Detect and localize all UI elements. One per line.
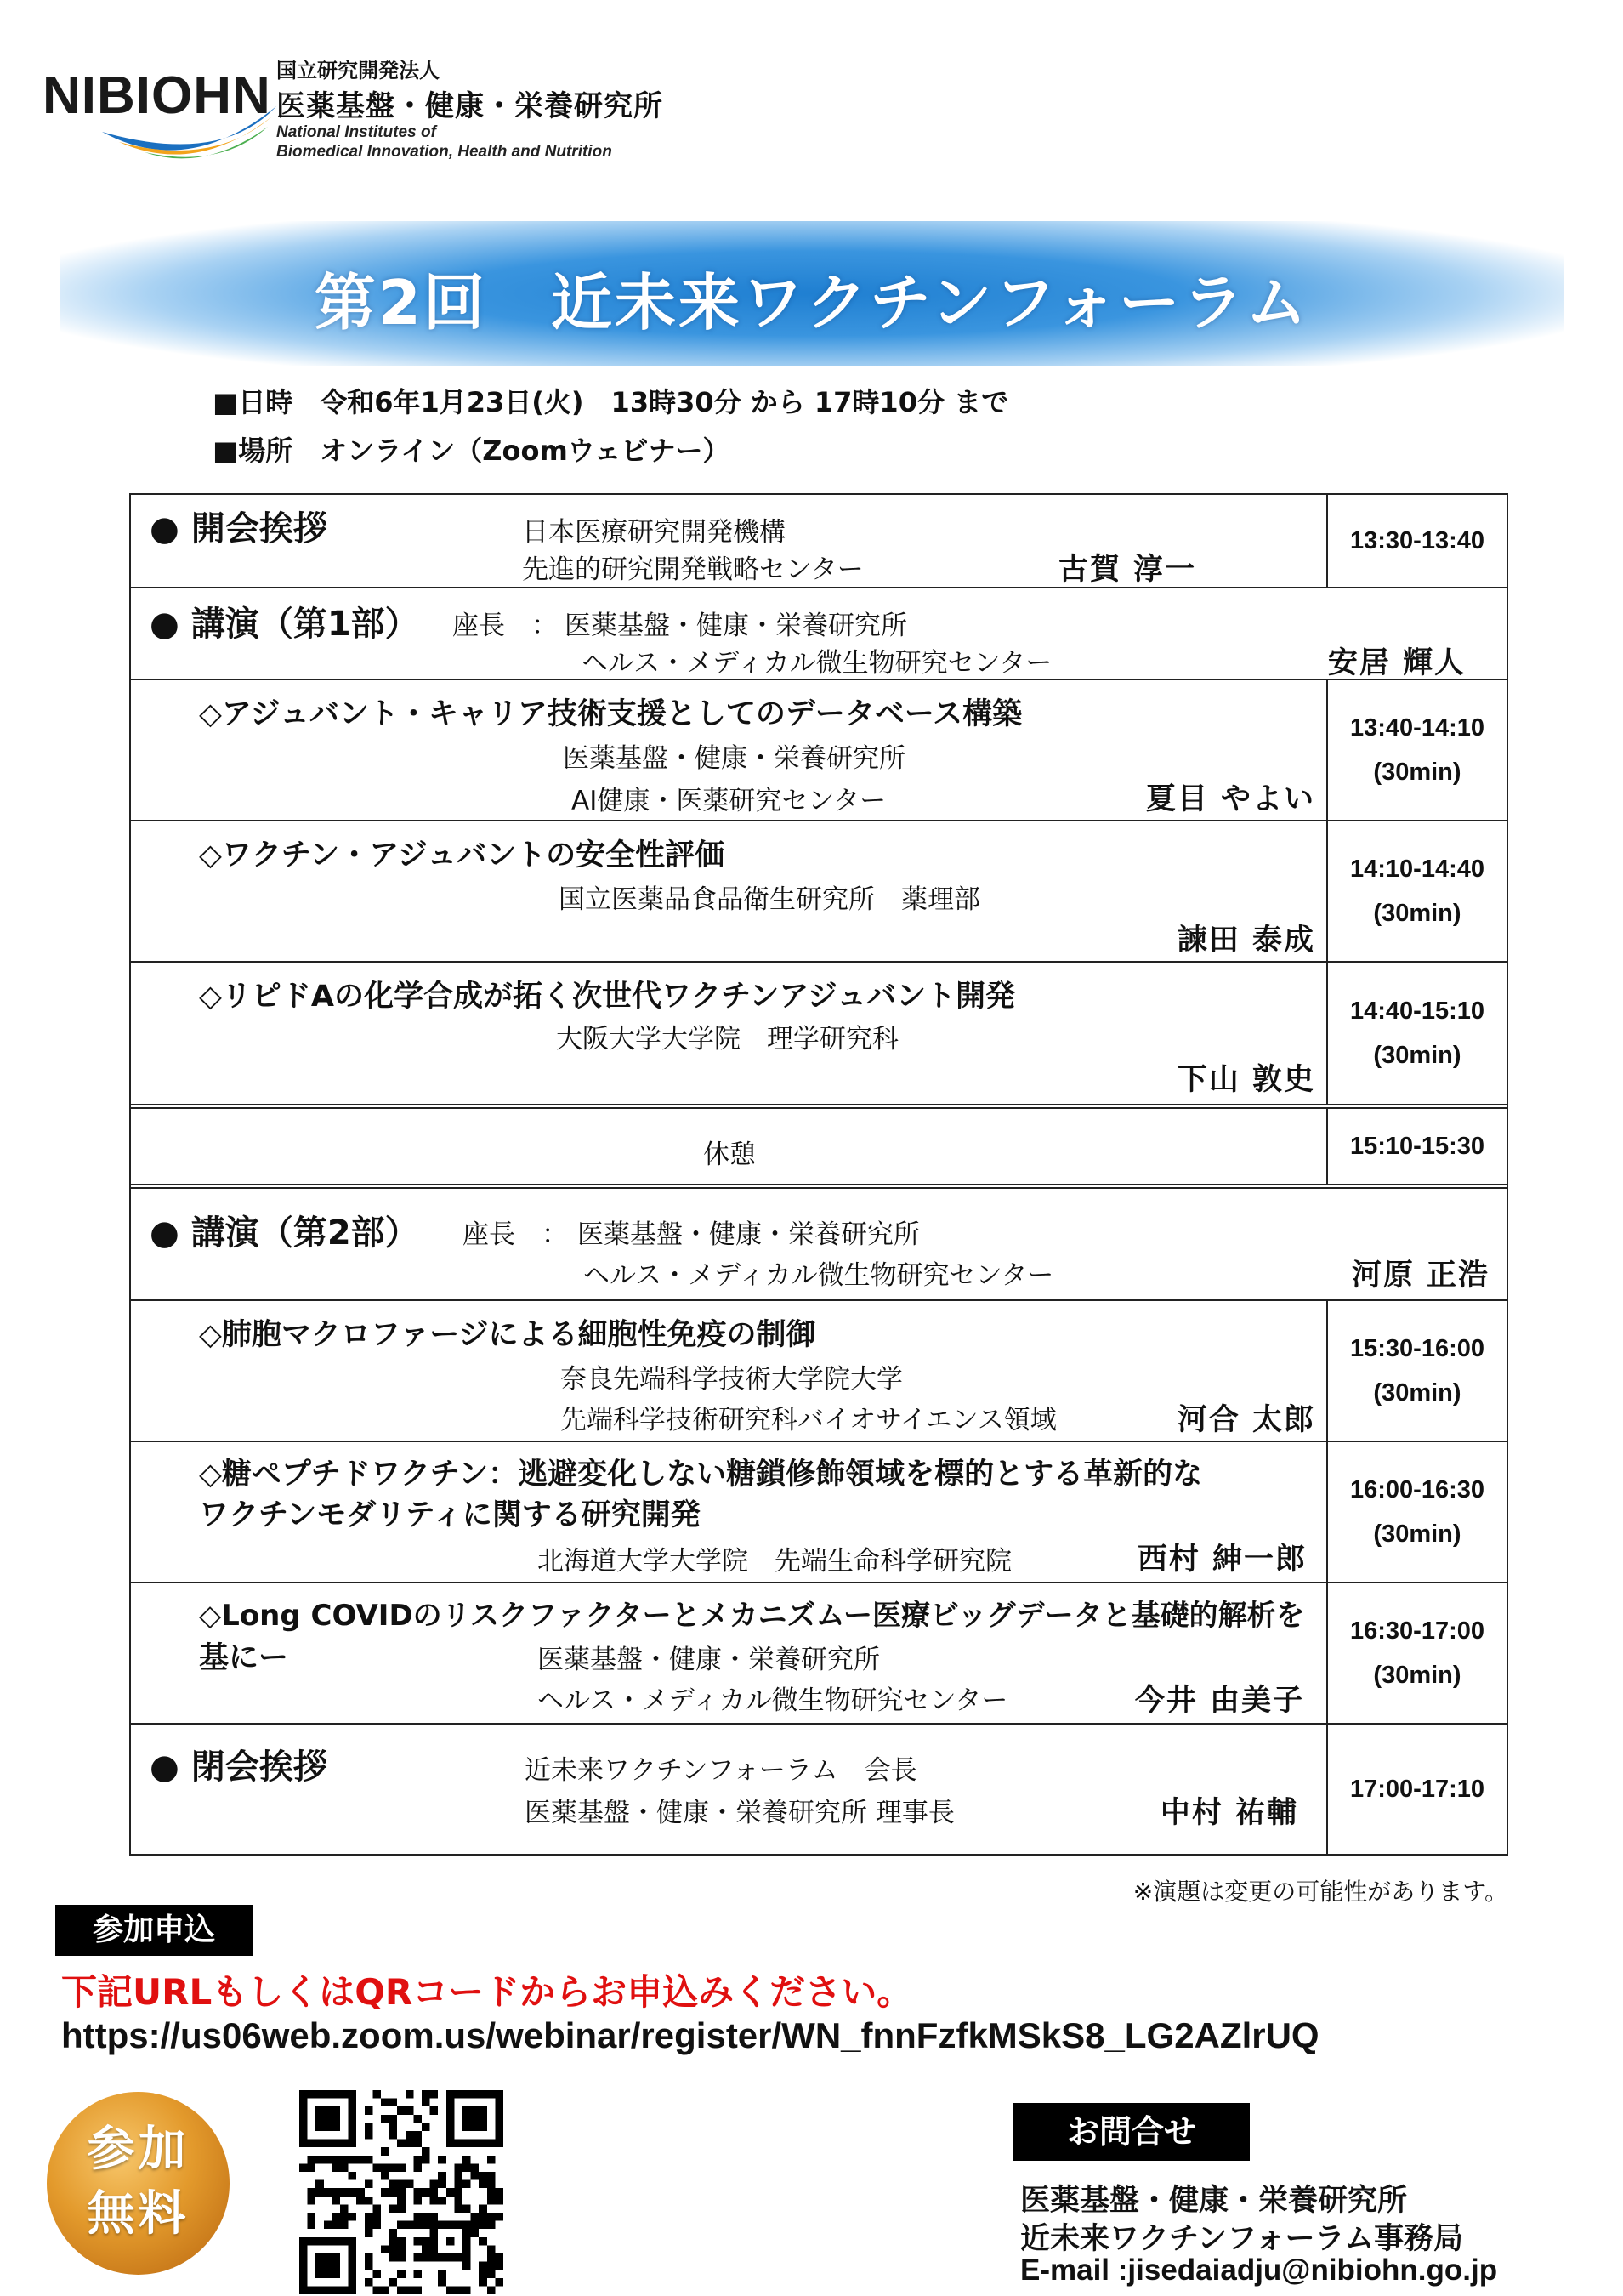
row-talk4 <box>131 1301 1507 1442</box>
closing-time-cell <box>1326 1725 1507 1854</box>
talk1-title: ◇アジュバント・キャリア技術支援としてのデータベース構築 <box>199 697 1023 731</box>
part2-aff1: 医薬基盤・健康・栄養研究所 <box>577 1219 920 1250</box>
logo-wordmark: NIBIOHN <box>43 66 271 125</box>
talk5-speaker: 西村 紳一郎 <box>1137 1543 1307 1577</box>
talk4-aff1: 奈良先端科学技術大学院大学 <box>560 1364 903 1395</box>
program-table <box>129 493 1508 1856</box>
talk2-time: 14:10-14:40 <box>1350 855 1484 883</box>
opening-aff2: 先進的研究開発戦略センター <box>522 554 864 585</box>
part1-chair-speaker: 安居 輝人 <box>1327 646 1466 680</box>
part1-aff1: 医薬基盤・健康・栄養研究所 <box>565 611 907 641</box>
part1-label: ● 講演（第1部） <box>150 605 419 644</box>
part2-chair-speaker: 河原 正浩 <box>1351 1259 1490 1293</box>
talk5-time-cell <box>1326 1442 1507 1582</box>
talk3-title: ◇リピドAの化学合成が拓く次世代ワクチンアジュバント開発 <box>199 980 1016 1014</box>
row-opening <box>131 495 1507 588</box>
talk6-duration: (30min) <box>1373 1662 1461 1689</box>
registration-url-link[interactable]: https://us06web.zoom.us/webinar/register/WN_fnnFzfkMSkS8_LG2AZlrUQ <box>61 2015 1319 2055</box>
part1-aff2: ヘルス・メディカル微生物研究センター <box>582 648 1053 679</box>
talk1-time: 13:40-14:10 <box>1350 714 1484 742</box>
row-closing <box>131 1725 1507 1854</box>
free-badge <box>47 2092 230 2275</box>
talk6-aff2: ヘルス・メディカル微生物研究センター <box>537 1685 1008 1716</box>
logo-org-type: 国立研究開発法人 <box>276 59 440 82</box>
part1-chair: 座長 ： <box>452 611 558 641</box>
talk3-speaker: 下山 敦史 <box>1177 1063 1315 1097</box>
talk2-aff1: 国立医薬品食品衛生研究所 薬理部 <box>559 884 980 915</box>
registration-label: 参加申込 <box>55 1905 253 1956</box>
talk1-aff1: 医薬基盤・健康・栄養研究所 <box>563 743 905 774</box>
row-part2-header <box>131 1189 1507 1301</box>
registration-instruction: 下記URLもしくはQRコードからお申込みください。 <box>61 1971 913 2013</box>
talk5-title-line2: ワクチンモダリティに関する研究開発 <box>199 1498 701 1532</box>
talk5-duration: (30min) <box>1373 1520 1461 1548</box>
talk4-speaker: 河合 太郎 <box>1177 1403 1315 1437</box>
opening-aff1: 日本医療研究開発機構 <box>522 517 786 548</box>
talk5-time: 16:00-16:30 <box>1350 1476 1484 1503</box>
row-talk3 <box>131 963 1507 1109</box>
part2-chair: 座長 ： <box>462 1219 568 1250</box>
talk6-time-cell <box>1326 1583 1507 1723</box>
opening-time: 13:30-13:40 <box>1350 527 1484 554</box>
talk3-duration: (30min) <box>1373 1042 1461 1069</box>
talk1-aff2: AI健康・医薬研究センター <box>571 786 887 816</box>
logo-org-name-en-2: Biomedical Innovation, Health and Nutrition <box>276 143 612 161</box>
talk6-aff1: 医薬基盤・健康・栄養研究所 <box>537 1645 880 1675</box>
talk4-title: ◇肺胞マクロファージによる細胞性免疫の制御 <box>199 1318 816 1352</box>
talk2-duration: (30min) <box>1373 900 1461 927</box>
closing-label: ● 閉会挨拶 <box>150 1748 327 1787</box>
opening-time-cell <box>1326 495 1507 587</box>
break-time: 15:10-15:30 <box>1350 1133 1484 1160</box>
talk3-time: 14:40-15:10 <box>1350 997 1484 1025</box>
talk3-aff1: 大阪大学大学院 理学研究科 <box>556 1024 899 1054</box>
free-badge-line2: 無料 <box>87 2186 190 2242</box>
row-talk2 <box>131 821 1507 963</box>
change-note: ※演題は変更の可能性があります。 <box>1132 1878 1508 1906</box>
talk2-time-cell <box>1326 821 1507 961</box>
free-badge-line1: 参加 <box>87 2122 190 2177</box>
contact-org: 医薬基盤・健康・栄養研究所 <box>1020 2184 1408 2218</box>
talk6-speaker: 今井 由美子 <box>1134 1684 1304 1718</box>
talk4-aff2: 先端科学技術研究科バイオサイエンス領域 <box>560 1405 1057 1435</box>
talk6-title-line1: ◇Long COVIDのリスクファクターとメカニズムー医療ビッグデータと基礎的解析を <box>199 1599 1305 1633</box>
talk1-speaker: 夏目 やよい <box>1145 782 1315 816</box>
talk2-speaker: 諫田 泰成 <box>1177 924 1315 958</box>
event-datetime: ■日時 令和6年1月23日(火) 13時30分 から 17時10分 まで <box>213 386 1009 418</box>
logo-org-name-en-1: National Institutes of <box>276 123 436 141</box>
nibiohn-logo <box>43 47 689 174</box>
talk6-time: 16:30-17:00 <box>1350 1617 1484 1645</box>
row-talk1 <box>131 680 1507 821</box>
row-part1-header <box>131 588 1507 680</box>
part2-label: ● 講演（第2部） <box>150 1213 419 1253</box>
talk5-aff1: 北海道大学大学院 先端生命科学研究院 <box>537 1546 1012 1577</box>
event-place: ■場所 オンライン（Zoomウェビナー） <box>213 435 730 467</box>
opening-label: ● 開会挨拶 <box>150 509 327 548</box>
contact-office: 近未来ワクチンフォーラム事務局 <box>1020 2222 1464 2256</box>
contact-email-link[interactable]: E-mail :jisedaiadju@nibiohn.go.jp <box>1020 2253 1498 2287</box>
talk4-time-cell <box>1326 1301 1507 1441</box>
row-break <box>131 1109 1507 1189</box>
title-banner <box>60 221 1564 366</box>
row-talk6 <box>131 1583 1507 1725</box>
talk6-title-line2: 基にー <box>199 1641 289 1675</box>
talk3-time-cell <box>1326 963 1507 1104</box>
closing-aff2: 医薬基盤・健康・栄養研究所 理事長 <box>525 1798 955 1828</box>
talk4-time: 15:30-16:00 <box>1350 1335 1484 1362</box>
break-label: 休憩 <box>703 1139 756 1170</box>
talk2-title: ◇ワクチン・アジュバントの安全性評価 <box>199 838 725 872</box>
closing-speaker: 中村 祐輔 <box>1160 1796 1298 1830</box>
talk4-duration: (30min) <box>1373 1379 1461 1407</box>
closing-aff1: 近未来ワクチンフォーラム 会長 <box>525 1755 917 1786</box>
talk5-title-line1: ◇糖ペプチドワクチン：逃避変化しない糖鎖修飾領域を標的とする革新的な <box>199 1458 1203 1492</box>
closing-time: 17:00-17:10 <box>1350 1776 1484 1803</box>
qr-code-icon[interactable] <box>299 2090 503 2294</box>
page-title: 第2回 近未来ワクチンフォーラム <box>314 267 1310 338</box>
opening-speaker: 古賀 淳一 <box>1058 553 1196 587</box>
row-talk5 <box>131 1442 1507 1583</box>
part2-aff2: ヘルス・メディカル微生物研究センター <box>583 1260 1054 1291</box>
break-time-cell <box>1326 1109 1507 1184</box>
talk1-duration: (30min) <box>1373 759 1461 786</box>
talk1-time-cell <box>1326 680 1507 820</box>
logo-org-name-jp: 医薬基盤・健康・栄養研究所 <box>276 89 663 123</box>
logo-swoosh-icon <box>94 98 289 174</box>
contact-label: お問合せ <box>1013 2103 1250 2161</box>
